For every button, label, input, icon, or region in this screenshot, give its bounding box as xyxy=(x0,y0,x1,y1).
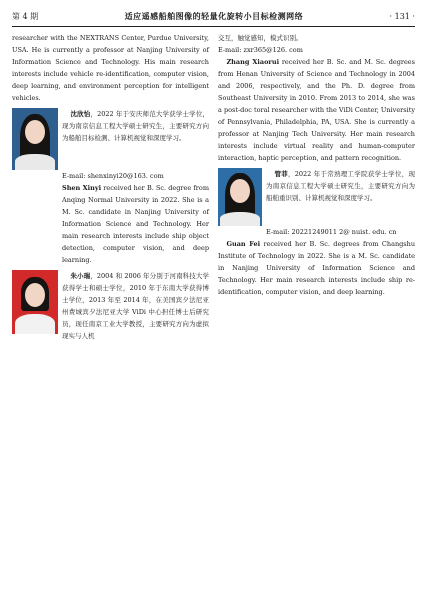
shen-bio-cn-text: ，2022 年于安庆师范大学获学士学位，现为南京信息工程大学硕士研究生，主要研究方向为船舶目标检测、计算机视觉和深度学习。 xyxy=(62,110,210,142)
intro-paragraph: researcher with the NEXTRANS Center, Purdue University, USA. He is currently a professor at Nanjing University of Information Science and Technology. His main research interests include vehicle re-identification, computer vision, deep learning, and environment perception for intelligent vehicles. xyxy=(12,34,209,102)
left-column xyxy=(12,32,209,342)
guan-email: E-mail: 20221249011 2@ nuist. edu. cn xyxy=(266,228,397,236)
shen-cn-paragraph xyxy=(62,108,209,170)
issue-number: 第 4 期 xyxy=(12,11,39,21)
portrait-photo xyxy=(12,270,58,334)
shirt-shape xyxy=(15,154,55,170)
face-shape xyxy=(230,179,250,203)
journal-title: 适应遥感船舶图像的轻量化旋转小目标检测网络 xyxy=(124,10,304,21)
guan-bio-cn xyxy=(218,168,415,226)
zhu-bio-cn-text: ，2004 和 2006 年分别于河南科技大学获得学士和硕士学位，2010 年于东南大学获得博士学位，2013 年至 2014 年，在美国宾夕法尼亚州费城宾夕法尼亚大学 ViDi 中心担任博士后研究员，现任南京工业大学教授，主要研究方向为虚拟现实与人机 xyxy=(62,272,209,340)
zhu-name-cn: 朱小瑞 xyxy=(70,272,91,280)
zhu-cn-paragraph xyxy=(62,270,209,342)
zhu-email: E-mail: zxr365@126. com xyxy=(218,46,303,54)
zhu-bio-cn xyxy=(12,270,209,342)
portrait-photo xyxy=(218,168,262,226)
zhu-cn-continued: 交互，触觉感知，模式识别。 xyxy=(218,34,303,42)
zhu-bio-en: received her B. Sc. and M. Sc. degrees from Henan University of Science and Technology in 2004 and 2006, respectively, and the Ph. D. degree from Southeast University in 2010. From 2013 to 2014, she was a post-doc toral researcher with the ViDi Center, University of Pennsylvania, Philadelphia, PA, USA. She is currently a professor at Nanjing Tech University. Her main research interests include virtual reality and human-computer interaction, haptic perception, and pattern recognition. xyxy=(218,58,415,162)
shen-en-first xyxy=(12,182,209,266)
shen-email: E-mail: shenxinyi20@163. com xyxy=(62,172,164,180)
shen-name-cn: 沈欣怡 xyxy=(70,110,91,118)
shen-bio-cn xyxy=(12,108,209,170)
guan-name-cn: 管菲 xyxy=(274,170,288,178)
shirt-shape xyxy=(15,314,55,334)
shirt-shape xyxy=(220,212,260,226)
guan-bio-en: received her B. Sc. degrees from Changshu Institute of Technology in 2022. She is a M. Sc. candidate in Nanjing University of Information Science and Technology. Her main research interests include ship re-identification, computer vision, and deep learning. xyxy=(218,240,416,296)
page-number: · 131 · xyxy=(389,11,415,21)
shen-bio-en: received her B. Sc. degree from Anqing Normal University in 2022. She is a M. Sc. candidate in Nanjing University of Information Science and Technology. Her main research interests include ship object detection, computer vision, and deep learning. xyxy=(62,184,209,264)
guan-name-en: Guan Fei xyxy=(226,240,261,248)
right-column xyxy=(218,32,415,298)
zhu-name-en: Zhang Xiaorui xyxy=(226,58,280,66)
shen-name-en: Shen Xinyi xyxy=(62,184,102,192)
zhu-en-paragraph xyxy=(218,56,415,164)
guan-cn-paragraph xyxy=(266,168,415,226)
face-shape xyxy=(25,283,45,307)
guan-bio-cn-text: ，2022 年于常熟理工学院获学士学位，现为南京信息工程大学硕士研究生，主要研究方向为船舶重识别、计算机视觉和深度学习。 xyxy=(266,170,416,202)
page-header xyxy=(12,8,415,24)
face-shape xyxy=(25,120,45,144)
portrait-photo xyxy=(12,108,58,170)
header-rule xyxy=(12,26,415,27)
guan-en-paragraph xyxy=(218,238,415,298)
